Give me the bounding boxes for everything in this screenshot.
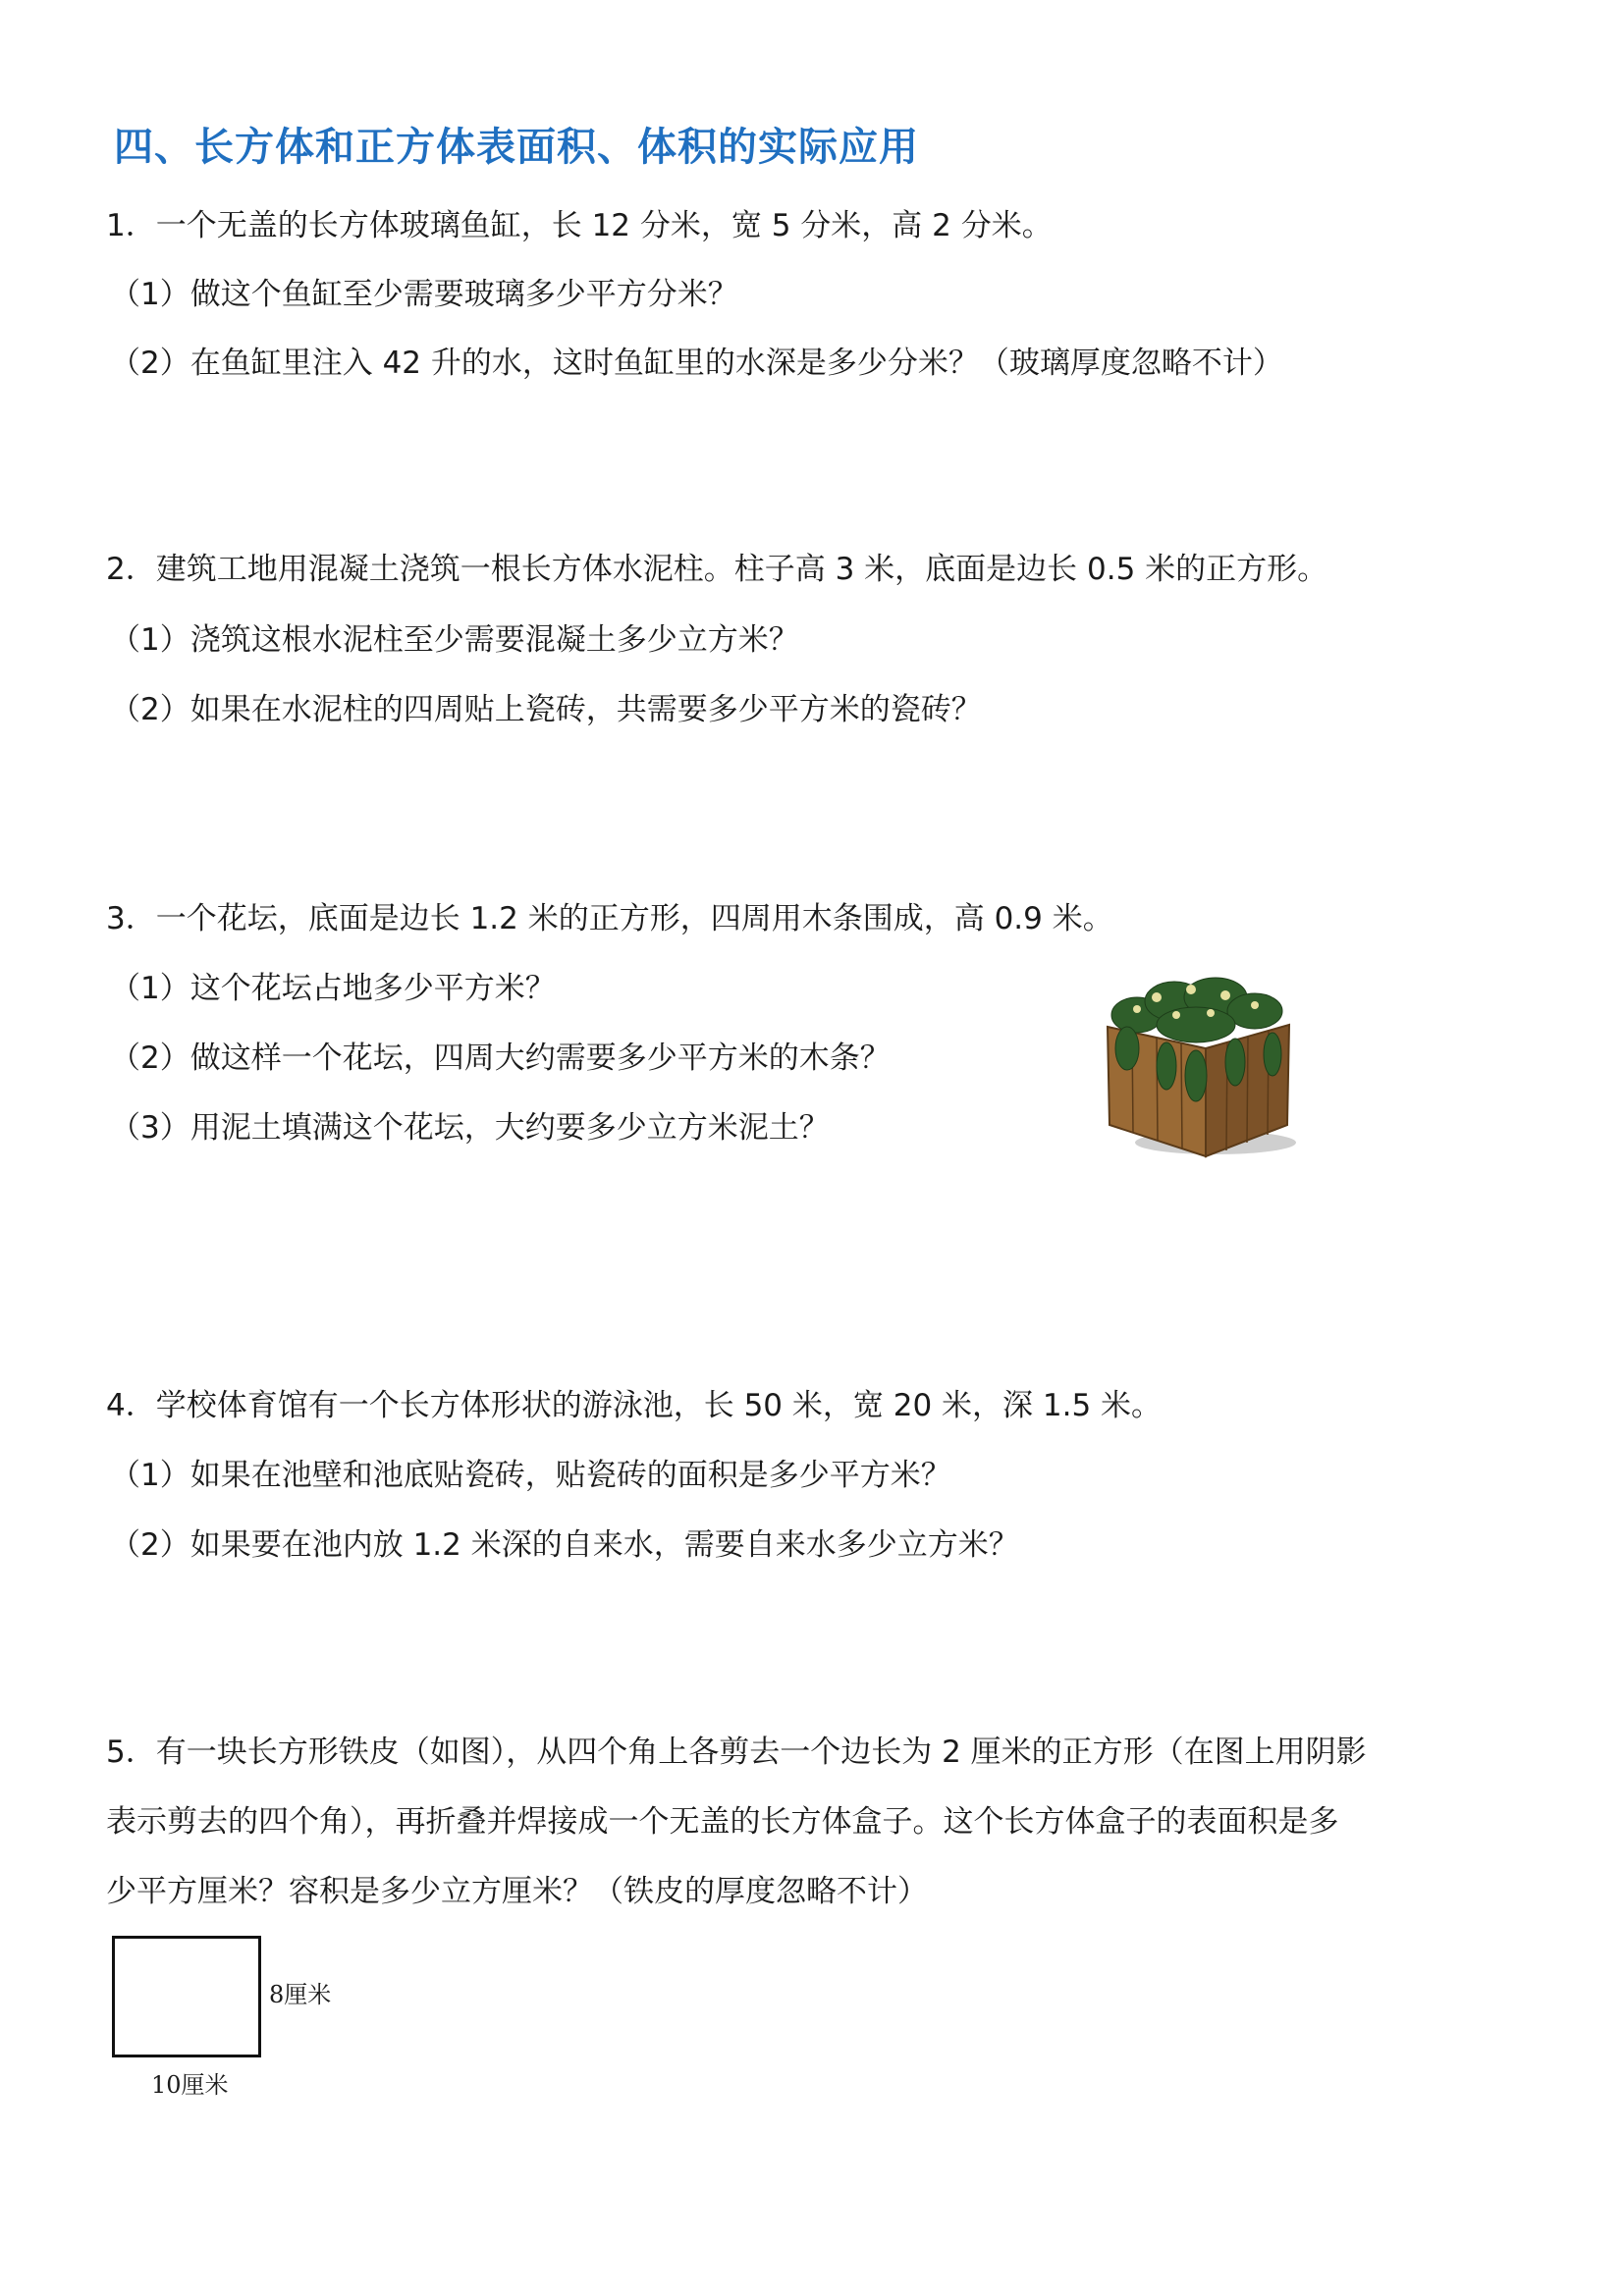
problem-4-part-1: （1）如果在池壁和池底贴瓷砖，贴瓷砖的面积是多少平方米？ xyxy=(110,1458,951,1493)
problem-2-part-1: （1）浇筑这根水泥柱至少需要混凝土多少立方米？ xyxy=(110,622,799,658)
width-label: 10厘米 xyxy=(151,2071,229,2099)
flower-bed-image xyxy=(1098,968,1304,1164)
problem-5-line-1: 5．有一块长方形铁皮（如图），从四个角上各剪去一个边长为 2 厘米的正方形（在图上用阴影 xyxy=(106,1735,1367,1770)
height-label: 8厘米 xyxy=(269,1981,332,2008)
problem-2-stem: 2．建筑工地用混凝土浇筑一根长方体水泥柱。柱子高 3 米，底面是边长 0.5 米的正方形。 xyxy=(106,552,1328,587)
problem-1-part-2: （2）在鱼缸里注入 42 升的水，这时鱼缸里的水深是多少分米？（玻璃厚度忽略不计） xyxy=(110,346,1283,381)
problem-4-part-2: （2）如果要在池内放 1.2 米深的自来水，需要自来水多少立方米？ xyxy=(110,1527,1019,1563)
problem-3-part-2: （2）做这样一个花坛，四周大约需要多少平方米的木条？ xyxy=(110,1041,891,1076)
problem-5-line-3: 少平方厘米？容积是多少立方厘米？（铁皮的厚度忽略不计） xyxy=(106,1874,928,1909)
problem-5-line-2: 表示剪去的四个角），再折叠并焊接成一个无盖的长方体盒子。这个长方体盒子的表面积是多 xyxy=(106,1804,1339,1840)
iron-sheet-rectangle xyxy=(112,1936,261,2057)
worksheet-title: 四、长方体和正方体表面积、体积的实际应用 xyxy=(114,125,919,170)
problem-2-part-2: （2）如果在水泥柱的四周贴上瓷砖，共需要多少平方米的瓷砖？ xyxy=(110,692,982,727)
problem-3-stem: 3．一个花坛，底面是边长 1.2 米的正方形，四周用木条围成，高 0.9 米。 xyxy=(106,901,1113,936)
problem-4-stem: 4．学校体育馆有一个长方体形状的游泳池，长 50 米，宽 20 米，深 1.5 米。 xyxy=(106,1388,1163,1423)
problem-3-part-3: （3）用泥土填满这个花坛，大约要多少立方米泥土？ xyxy=(110,1110,830,1146)
problem-3-part-1: （1）这个花坛占地多少平方米？ xyxy=(110,971,556,1006)
problem-1-part-1: （1）做这个鱼缸至少需要玻璃多少平方分米？ xyxy=(110,277,738,312)
problem-1-stem: 1．一个无盖的长方体玻璃鱼缸，长 12 分米，宽 5 分米，高 2 分米。 xyxy=(106,208,1053,243)
